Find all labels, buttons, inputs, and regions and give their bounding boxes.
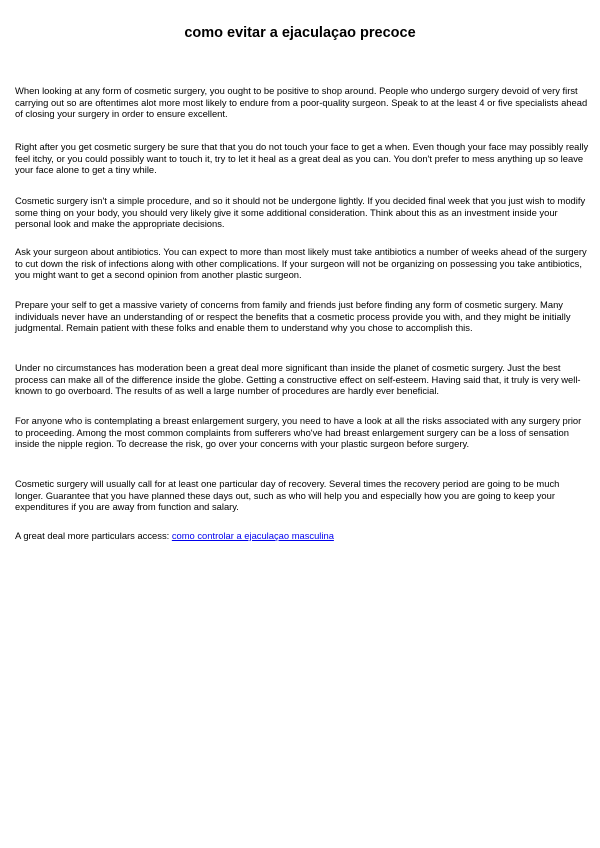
footer-prefix: A great deal more particulars access: <box>15 530 172 541</box>
paragraph-8: Cosmetic surgery will usually call for at least one particular day of recovery. Several times the recovery period are going to be much longer. Guarantee that you have planned these days out, such as who will help you and especially how you are going to keep your expenditures if you are away from function and salary. <box>15 478 560 512</box>
footer-link[interactable]: como controlar a ejaculaçao masculina <box>171 530 334 541</box>
paragraph-3: Cosmetic surgery isn't a simple procedure, and so it should not be undergone lightly. If you decided final week that you just wish to modify some thing on your body, you should very likely give it some additional consideration. Think about this as an investment inside your personal look and make the appropriate decisions. <box>15 195 586 229</box>
paragraph-2: Right after you get cosmetic surgery be sure that that you do not touch your face to get a when. Even though your face may possibly really feel itchy, or you could possibly want to touch it, try to let it heal as a great deal as you can. You don't prefer to mess anything up so leave your face alone to get a tiny while. <box>15 141 589 175</box>
paragraph-7: For anyone who is contemplating a breast enlargement surgery, you need to have a look at all the risks associated with any surgery prior to proceeding. Among the most common complaints from sufferers who've had breast enlargement surgery can be a loss of sensation inside the nipple region. To decrease the risk, go over your concerns with your plastic surgeon before surgery. <box>15 415 582 449</box>
footer-line <box>15 530 589 542</box>
paragraph-1: When looking at any form of cosmetic surgery, you ought to be positive to shop around. People who undergo surgery devoid of very first carrying out so are oftentimes alot more most likely to endure from a poor-quality surgeon. Speak to at the least 4 or five specialists ahead of closing your surgery in order to ensure excellent. <box>15 85 588 119</box>
paragraph-6: Under no circumstances has moderation been a great deal more significant than inside the planet of cosmetic surgery. Just the best process can make all of the difference inside the globe. Getting a constructive effect on self-esteem. Having said that, it truly is very well-known to go overboard. The results of as well a large number of procedures are hardly ever beneficial. <box>15 362 581 396</box>
page-title: como evitar a ejaculaçao precoce <box>184 25 416 41</box>
paragraph-5: Prepare your self to get a massive variety of concerns from family and friends just before finding any form of cosmetic surgery. Many individuals never have an understanding of or respect the benefits that a cosmetic process provide you with, and they might be initially judgmental. Remain patient with these folks and enable them to understand why you chose to accomplish this. <box>15 299 571 333</box>
paragraph-4: Ask your surgeon about antibiotics. You can expect to more than most likely must take antibiotics a number of weeks ahead of the surgery to cut down the risk of infections along with other complications. If your surgeon will not be organizing on possessing you take antibiotics, you might want to get a second opinion from another plastic surgeon. <box>15 246 587 280</box>
